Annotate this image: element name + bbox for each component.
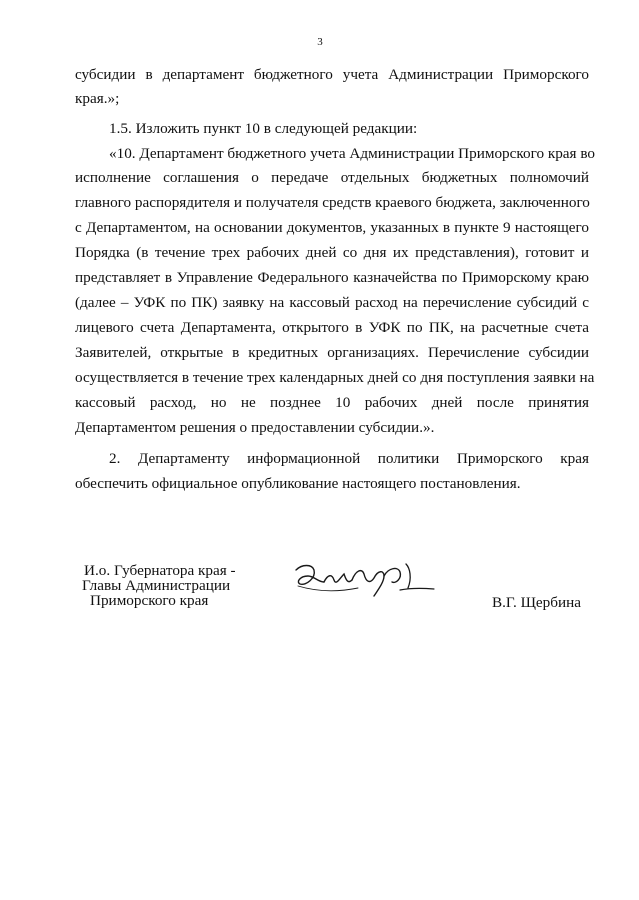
- text-line: (далее – УФК по ПК) заявку на кассовый расход на перечисление субсидий с: [75, 294, 589, 311]
- text-line: исполнение соглашения о передаче отдельных бюджетных полномочий: [75, 169, 589, 186]
- signatory-title-line: И.о. Губернатора края -: [84, 562, 236, 579]
- text-line: субсидии в департамент бюджетного учета Администрации Приморского: [75, 66, 589, 83]
- text-line: кассовый расход, но не позднее 10 рабочих дней после принятия: [75, 394, 589, 411]
- signatory-title-line: Приморского края: [90, 592, 209, 609]
- signatory-name: В.Г. Щербина: [492, 594, 581, 611]
- handwritten-signature: [288, 556, 438, 606]
- text-line: осуществляется в течение трех календарных дней со дня поступления заявки на: [75, 369, 595, 386]
- text-line: 2. Департаменту информационной политики Приморского края: [109, 450, 589, 467]
- text-line: лицевого счета Департамента, открытого в УФК по ПК, на расчетные счета: [75, 319, 589, 336]
- text-line: обеспечить официальное опубликование настоящего постановления.: [75, 475, 521, 492]
- text-line: Заявителей, открытые в кредитных организациях. Перечисление субсидии: [75, 344, 589, 361]
- text-line: Порядка (в течение трех рабочих дней со дня их представления), готовит и: [75, 244, 589, 261]
- text-line: с Департаментом, на основании документов, указанных в пункте 9 настоящего: [75, 219, 589, 236]
- text-line: представляет в Управление Федерального казначейства по Приморскому краю: [75, 269, 589, 286]
- text-line: «10. Департамент бюджетного учета Администрации Приморского края во: [109, 145, 595, 162]
- text-line: Департаментом решения о предоставлении субсидии.».: [75, 419, 435, 436]
- text-line: главного распорядителя и получателя средств краевого бюджета, заключенного: [75, 194, 590, 211]
- text-line: 1.5. Изложить пункт 10 в следующей редакции:: [109, 120, 418, 137]
- signatory-title-line: Главы Администрации: [82, 577, 231, 594]
- page-number: 3: [317, 36, 323, 48]
- text-line: края.»;: [75, 90, 120, 107]
